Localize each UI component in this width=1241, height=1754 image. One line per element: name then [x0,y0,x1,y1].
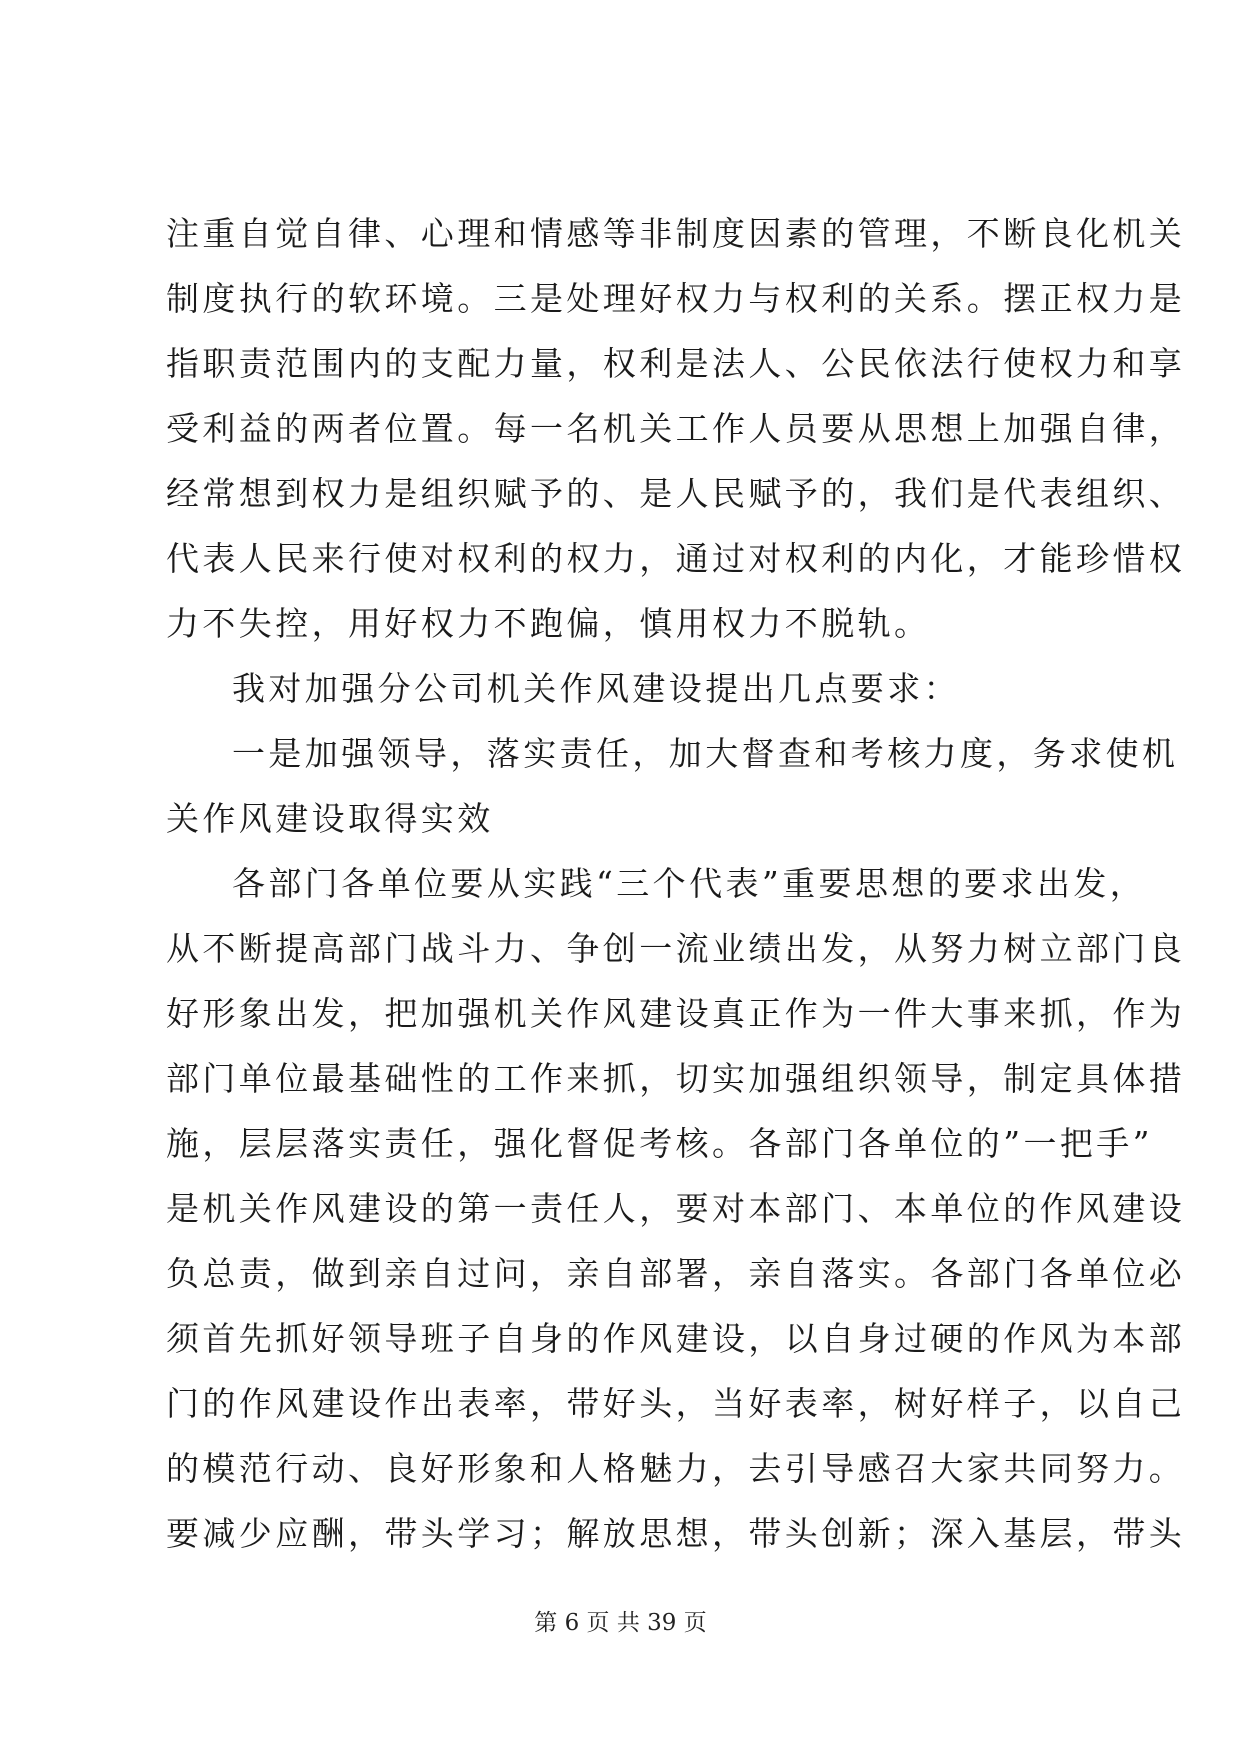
text-line: 须首先抓好领导班子自身的作风建设，以自身过硬的作风为本部 [166,1319,1186,1358]
text-line: 好形象出发，把加强机关作风建设真正作为一件大事来抓，作为 [166,994,1186,1033]
page-number-footer: 第 6 页 共 39 页 [534,1610,707,1636]
text-line: 是机关作风建设的第一责任人，要对本部门、本单位的作风建设 [166,1189,1186,1228]
text-line: 我对加强分公司机关作风建设提出几点要求： [232,669,960,708]
text-line: 一是加强领导，落实责任，加大督查和考核力度，务求使机 [232,734,1179,773]
text-line: 从不断提高部门战斗力、争创一流业绩出发，从努力树立部门良 [166,929,1186,968]
text-line: 门的作风建设作出表率，带好头，当好表率，树好样子，以自己 [166,1384,1186,1423]
text-line: 制度执行的软环境。三是处理好权力与权利的关系。摆正权力是 [166,279,1186,318]
text-line: 关作风建设取得实效 [166,799,494,838]
text-line: 力不失控，用好权力不跑偏，慎用权力不脱轨。 [166,604,931,643]
text-line: 要减少应酬，带头学习；解放思想，带头创新；深入基层，带头 [166,1514,1186,1553]
text-line: 受利益的两者位置。每一名机关工作人员要从思想上加强自律， [166,409,1186,448]
text-line: 各部门各单位要从实践“三个代表”重要思想的要求出发， [232,864,1147,903]
text-line: 负总责，做到亲自过问，亲自部署，亲自落实。各部门各单位必 [166,1254,1186,1293]
text-line: 指职责范围内的支配力量，权利是法人、公民依法行使权力和享 [166,344,1186,383]
text-line: 经常想到权力是组织赋予的、是人民赋予的，我们是代表组织、 [166,474,1186,513]
text-line: 施，层层落实责任，强化督促考核。各部门各单位的”一把手” [166,1124,1153,1163]
text-line: 部门单位最基础性的工作来抓，切实加强组织领导，制定具体措 [166,1059,1186,1098]
text-line: 注重自觉自律、心理和情感等非制度因素的管理，不断良化机关 [166,214,1186,253]
text-line: 代表人民来行使对权利的权力，通过对权利的内化，才能珍惜权 [166,539,1186,578]
text-line: 的模范行动、良好形象和人格魅力，去引导感召大家共同努力。 [166,1449,1186,1488]
